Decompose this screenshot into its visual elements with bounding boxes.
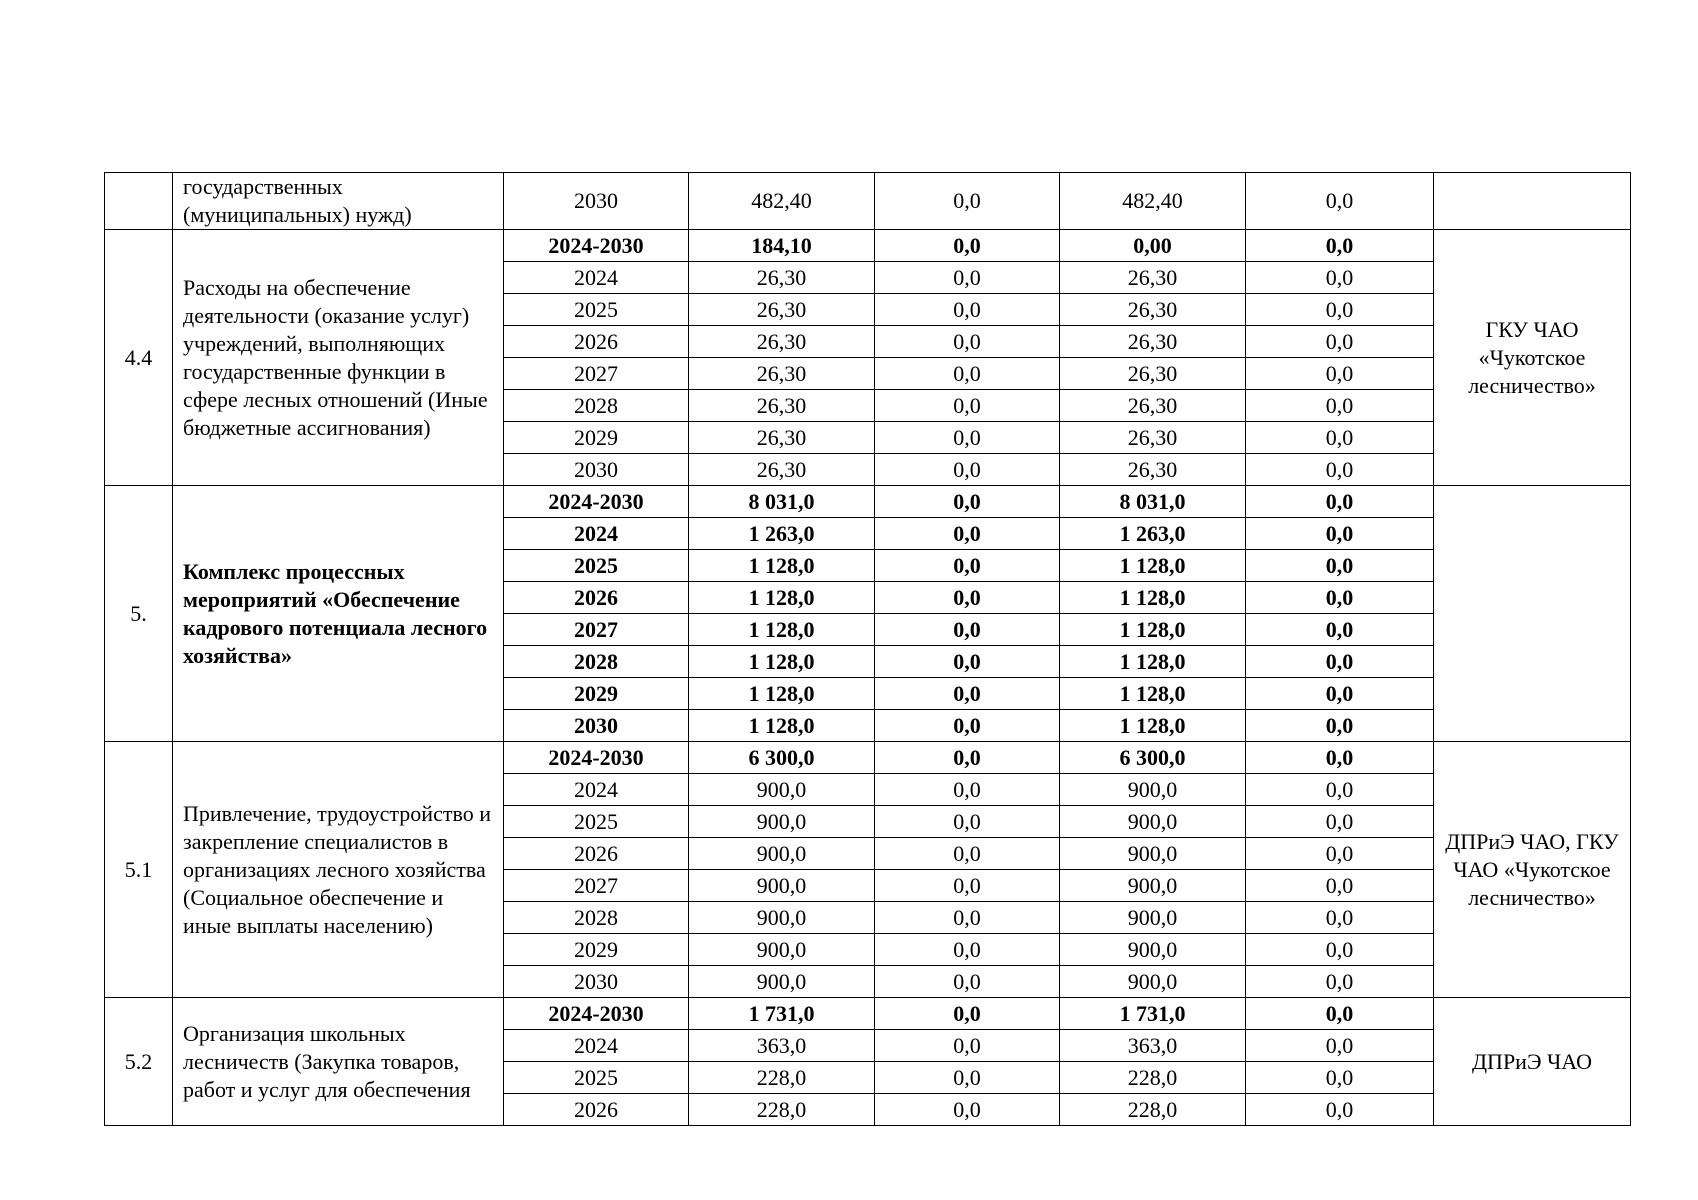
total-amount-cell: 26,30 bbox=[689, 454, 875, 486]
item-number: 5. bbox=[105, 486, 173, 742]
period-cell: 2024 bbox=[504, 518, 689, 550]
period-cell: 2030 bbox=[504, 173, 689, 230]
budget-table bbox=[104, 172, 1631, 1126]
district-budget-cell: 900,0 bbox=[1060, 934, 1246, 966]
district-budget-cell: 1 128,0 bbox=[1060, 614, 1246, 646]
other-sources-cell: 0,0 bbox=[1246, 1030, 1434, 1062]
table-body bbox=[105, 173, 1631, 1126]
total-amount-cell: 1 263,0 bbox=[689, 518, 875, 550]
other-sources-cell: 0,0 bbox=[1246, 870, 1434, 902]
district-budget-cell: 900,0 bbox=[1060, 838, 1246, 870]
federal-budget-cell: 0,0 bbox=[875, 1094, 1060, 1126]
period-cell: 2026 bbox=[504, 838, 689, 870]
period-cell: 2026 bbox=[504, 1094, 689, 1126]
item-number: 5.1 bbox=[105, 742, 173, 998]
other-sources-cell: 0,0 bbox=[1246, 678, 1434, 710]
federal-budget-cell: 0,0 bbox=[875, 998, 1060, 1030]
total-amount-cell: 26,30 bbox=[689, 358, 875, 390]
federal-budget-cell: 0,0 bbox=[875, 838, 1060, 870]
item-number bbox=[105, 173, 173, 230]
other-sources-cell: 0,0 bbox=[1246, 358, 1434, 390]
total-amount-cell: 482,40 bbox=[689, 173, 875, 230]
district-budget-cell: 26,30 bbox=[1060, 422, 1246, 454]
district-budget-cell: 1 731,0 bbox=[1060, 998, 1246, 1030]
period-cell: 2030 bbox=[504, 454, 689, 486]
district-budget-cell: 26,30 bbox=[1060, 262, 1246, 294]
period-cell: 2027 bbox=[504, 870, 689, 902]
total-amount-cell: 900,0 bbox=[689, 870, 875, 902]
period-cell: 2024-2030 bbox=[504, 742, 689, 774]
other-sources-cell: 0,0 bbox=[1246, 550, 1434, 582]
executor-cell bbox=[1434, 486, 1631, 742]
table-row bbox=[105, 486, 1631, 518]
other-sources-cell: 0,0 bbox=[1246, 326, 1434, 358]
other-sources-cell: 0,0 bbox=[1246, 1094, 1434, 1126]
federal-budget-cell: 0,0 bbox=[875, 902, 1060, 934]
period-cell: 2026 bbox=[504, 326, 689, 358]
total-amount-cell: 1 128,0 bbox=[689, 710, 875, 742]
district-budget-cell: 900,0 bbox=[1060, 966, 1246, 998]
period-cell: 2030 bbox=[504, 710, 689, 742]
federal-budget-cell: 0,0 bbox=[875, 390, 1060, 422]
other-sources-cell: 0,0 bbox=[1246, 902, 1434, 934]
period-cell: 2025 bbox=[504, 1062, 689, 1094]
period-cell: 2030 bbox=[504, 966, 689, 998]
period-cell: 2027 bbox=[504, 358, 689, 390]
table-row bbox=[105, 998, 1631, 1030]
table-row bbox=[105, 742, 1631, 774]
federal-budget-cell: 0,0 bbox=[875, 1030, 1060, 1062]
item-name: Организация школьных лесничеств (Закупка товаров, работ и услуг для обеспечения bbox=[173, 998, 504, 1126]
federal-budget-cell: 0,0 bbox=[875, 486, 1060, 518]
federal-budget-cell: 0,0 bbox=[875, 966, 1060, 998]
total-amount-cell: 228,0 bbox=[689, 1062, 875, 1094]
other-sources-cell: 0,0 bbox=[1246, 614, 1434, 646]
district-budget-cell: 900,0 bbox=[1060, 806, 1246, 838]
period-cell: 2029 bbox=[504, 678, 689, 710]
total-amount-cell: 8 031,0 bbox=[689, 486, 875, 518]
district-budget-cell: 228,0 bbox=[1060, 1062, 1246, 1094]
total-amount-cell: 1 128,0 bbox=[689, 678, 875, 710]
total-amount-cell: 26,30 bbox=[689, 390, 875, 422]
federal-budget-cell: 0,0 bbox=[875, 582, 1060, 614]
total-amount-cell: 1 128,0 bbox=[689, 646, 875, 678]
executor-cell: ДПРиЭ ЧАО bbox=[1434, 998, 1631, 1126]
federal-budget-cell: 0,0 bbox=[875, 1062, 1060, 1094]
federal-budget-cell: 0,0 bbox=[875, 774, 1060, 806]
district-budget-cell: 8 031,0 bbox=[1060, 486, 1246, 518]
period-cell: 2027 bbox=[504, 614, 689, 646]
total-amount-cell: 6 300,0 bbox=[689, 742, 875, 774]
total-amount-cell: 900,0 bbox=[689, 902, 875, 934]
period-cell: 2028 bbox=[504, 390, 689, 422]
federal-budget-cell: 0,0 bbox=[875, 422, 1060, 454]
federal-budget-cell: 0,0 bbox=[875, 454, 1060, 486]
period-cell: 2025 bbox=[504, 806, 689, 838]
item-name: Привлечение, трудоустройство и закрепление специалистов в организациях лесного хозяйства (Социальное обеспечение и иные выплаты населению) bbox=[173, 742, 504, 998]
district-budget-cell: 26,30 bbox=[1060, 326, 1246, 358]
other-sources-cell: 0,0 bbox=[1246, 838, 1434, 870]
other-sources-cell: 0,0 bbox=[1246, 454, 1434, 486]
district-budget-cell: 363,0 bbox=[1060, 1030, 1246, 1062]
district-budget-cell: 1 128,0 bbox=[1060, 582, 1246, 614]
other-sources-cell: 0,0 bbox=[1246, 646, 1434, 678]
other-sources-cell: 0,0 bbox=[1246, 294, 1434, 326]
district-budget-cell: 6 300,0 bbox=[1060, 742, 1246, 774]
district-budget-cell: 900,0 bbox=[1060, 870, 1246, 902]
period-cell: 2024-2030 bbox=[504, 998, 689, 1030]
other-sources-cell: 0,0 bbox=[1246, 966, 1434, 998]
federal-budget-cell: 0,0 bbox=[875, 262, 1060, 294]
total-amount-cell: 900,0 bbox=[689, 838, 875, 870]
period-cell: 2024-2030 bbox=[504, 230, 689, 262]
federal-budget-cell: 0,0 bbox=[875, 934, 1060, 966]
district-budget-cell: 1 128,0 bbox=[1060, 710, 1246, 742]
district-budget-cell: 1 263,0 bbox=[1060, 518, 1246, 550]
district-budget-cell: 1 128,0 bbox=[1060, 646, 1246, 678]
period-cell: 2025 bbox=[504, 550, 689, 582]
table-row bbox=[105, 230, 1631, 262]
federal-budget-cell: 0,0 bbox=[875, 614, 1060, 646]
other-sources-cell: 0,0 bbox=[1246, 230, 1434, 262]
executor-cell bbox=[1434, 173, 1631, 230]
federal-budget-cell: 0,0 bbox=[875, 294, 1060, 326]
total-amount-cell: 1 128,0 bbox=[689, 550, 875, 582]
district-budget-cell: 26,30 bbox=[1060, 358, 1246, 390]
total-amount-cell: 900,0 bbox=[689, 806, 875, 838]
total-amount-cell: 363,0 bbox=[689, 1030, 875, 1062]
table-row bbox=[105, 173, 1631, 230]
total-amount-cell: 900,0 bbox=[689, 966, 875, 998]
total-amount-cell: 26,30 bbox=[689, 262, 875, 294]
federal-budget-cell: 0,0 bbox=[875, 173, 1060, 230]
total-amount-cell: 26,30 bbox=[689, 294, 875, 326]
period-cell: 2024-2030 bbox=[504, 486, 689, 518]
other-sources-cell: 0,0 bbox=[1246, 173, 1434, 230]
district-budget-cell: 26,30 bbox=[1060, 294, 1246, 326]
executor-cell: ГКУ ЧАО «Чукотское лесничество» bbox=[1434, 230, 1631, 486]
total-amount-cell: 1 128,0 bbox=[689, 614, 875, 646]
district-budget-cell: 26,30 bbox=[1060, 390, 1246, 422]
period-cell: 2025 bbox=[504, 294, 689, 326]
total-amount-cell: 1 731,0 bbox=[689, 998, 875, 1030]
period-cell: 2028 bbox=[504, 646, 689, 678]
item-name: Расходы на обеспечение деятельности (оказание услуг) учреждений, выполняющих государственные функции в сфере лесных отношений (Иные бюджетные ассигнования) bbox=[173, 230, 504, 486]
other-sources-cell: 0,0 bbox=[1246, 710, 1434, 742]
item-number: 5.2 bbox=[105, 998, 173, 1126]
total-amount-cell: 900,0 bbox=[689, 774, 875, 806]
executor-cell: ДПРиЭ ЧАО, ГКУ ЧАО «Чукотское лесничество» bbox=[1434, 742, 1631, 998]
total-amount-cell: 184,10 bbox=[689, 230, 875, 262]
item-name: Комплекс процессных мероприятий «Обеспечение кадрового потенциала лесного хозяйства» bbox=[173, 486, 504, 742]
district-budget-cell: 900,0 bbox=[1060, 774, 1246, 806]
period-cell: 2026 bbox=[504, 582, 689, 614]
federal-budget-cell: 0,0 bbox=[875, 550, 1060, 582]
district-budget-cell: 900,0 bbox=[1060, 902, 1246, 934]
federal-budget-cell: 0,0 bbox=[875, 678, 1060, 710]
total-amount-cell: 26,30 bbox=[689, 422, 875, 454]
federal-budget-cell: 0,0 bbox=[875, 230, 1060, 262]
period-cell: 2028 bbox=[504, 902, 689, 934]
other-sources-cell: 0,0 bbox=[1246, 582, 1434, 614]
federal-budget-cell: 0,0 bbox=[875, 326, 1060, 358]
period-cell: 2024 bbox=[504, 1030, 689, 1062]
other-sources-cell: 0,0 bbox=[1246, 390, 1434, 422]
federal-budget-cell: 0,0 bbox=[875, 742, 1060, 774]
district-budget-cell: 1 128,0 bbox=[1060, 550, 1246, 582]
total-amount-cell: 1 128,0 bbox=[689, 582, 875, 614]
other-sources-cell: 0,0 bbox=[1246, 774, 1434, 806]
other-sources-cell: 0,0 bbox=[1246, 742, 1434, 774]
period-cell: 2024 bbox=[504, 262, 689, 294]
district-budget-cell: 1 128,0 bbox=[1060, 678, 1246, 710]
other-sources-cell: 0,0 bbox=[1246, 486, 1434, 518]
district-budget-cell: 0,00 bbox=[1060, 230, 1246, 262]
other-sources-cell: 0,0 bbox=[1246, 934, 1434, 966]
federal-budget-cell: 0,0 bbox=[875, 806, 1060, 838]
item-number: 4.4 bbox=[105, 230, 173, 486]
other-sources-cell: 0,0 bbox=[1246, 262, 1434, 294]
total-amount-cell: 26,30 bbox=[689, 326, 875, 358]
federal-budget-cell: 0,0 bbox=[875, 710, 1060, 742]
total-amount-cell: 228,0 bbox=[689, 1094, 875, 1126]
district-budget-cell: 482,40 bbox=[1060, 173, 1246, 230]
other-sources-cell: 0,0 bbox=[1246, 806, 1434, 838]
other-sources-cell: 0,0 bbox=[1246, 1062, 1434, 1094]
federal-budget-cell: 0,0 bbox=[875, 646, 1060, 678]
district-budget-cell: 26,30 bbox=[1060, 454, 1246, 486]
period-cell: 2024 bbox=[504, 774, 689, 806]
federal-budget-cell: 0,0 bbox=[875, 518, 1060, 550]
other-sources-cell: 0,0 bbox=[1246, 998, 1434, 1030]
item-name: государственных (муниципальных) нужд) bbox=[173, 173, 504, 230]
total-amount-cell: 900,0 bbox=[689, 934, 875, 966]
period-cell: 2029 bbox=[504, 422, 689, 454]
other-sources-cell: 0,0 bbox=[1246, 518, 1434, 550]
other-sources-cell: 0,0 bbox=[1246, 422, 1434, 454]
federal-budget-cell: 0,0 bbox=[875, 358, 1060, 390]
federal-budget-cell: 0,0 bbox=[875, 870, 1060, 902]
period-cell: 2029 bbox=[504, 934, 689, 966]
district-budget-cell: 228,0 bbox=[1060, 1094, 1246, 1126]
